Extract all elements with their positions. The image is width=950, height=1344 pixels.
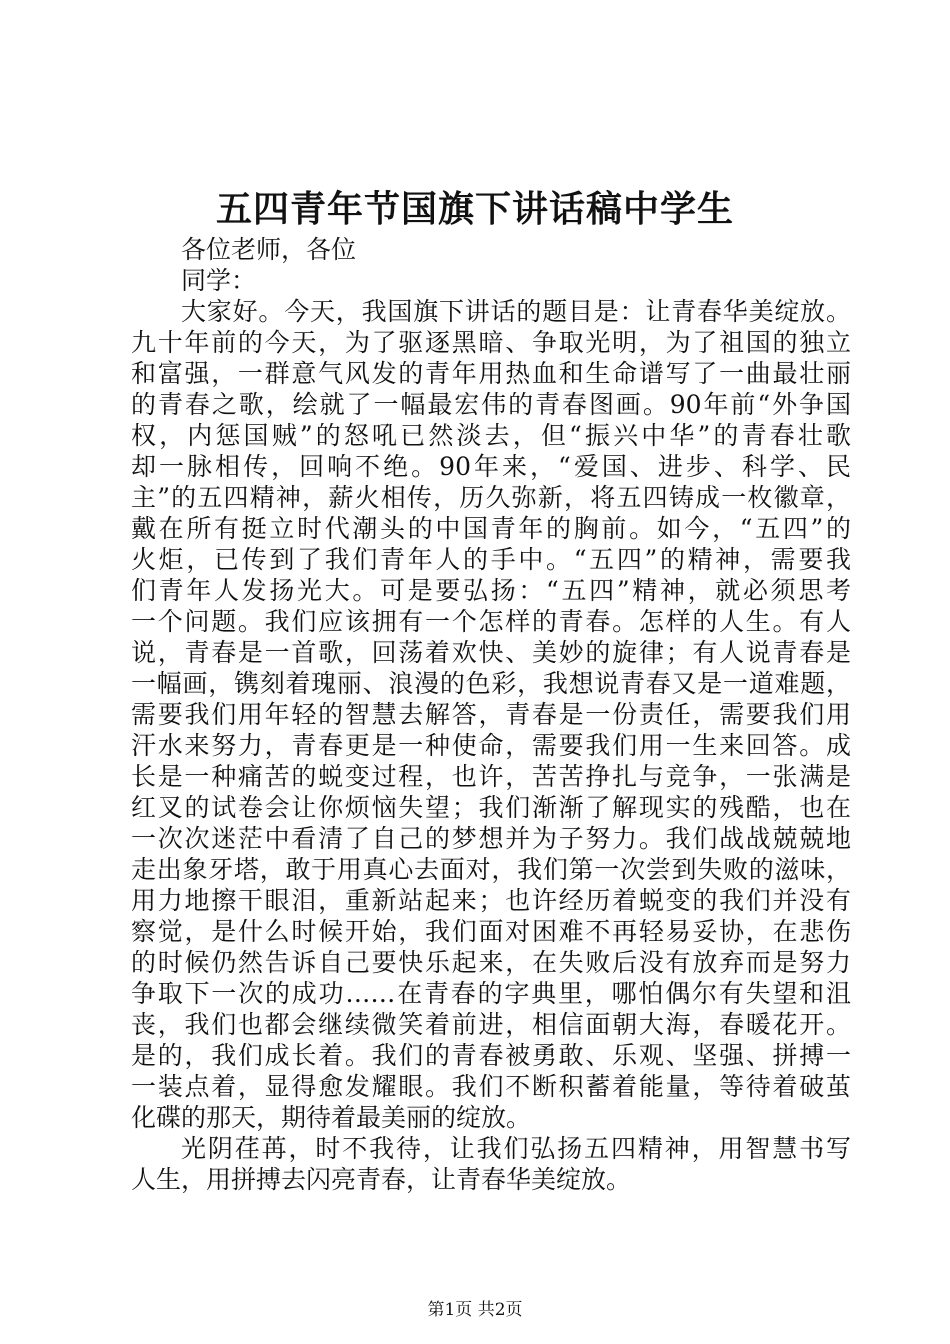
body-line: 丧，我们也都会继续微笑着前进，相信面朝大海，春暖花开。 xyxy=(131,1010,851,1039)
body-line: 长是一种痛苦的蜕变过程，也许，苦苦挣扎与竞争，一张满是 xyxy=(131,762,851,791)
body-line: 走出象牙塔，敢于用真心去面对，我们第一次尝到失败的滋味， xyxy=(131,855,851,884)
body-line: 却一脉相传，回响不绝。90年来，“爱国、进步、科学、民 xyxy=(131,452,851,481)
body-line: 是的，我们成长着。我们的青春被勇敢、乐观、坚强、拼搏一 xyxy=(131,1041,851,1070)
body-line: 说，青春是一首歌，回荡着欢快、美妙的旋律；有人说青春是 xyxy=(131,638,851,667)
body-line: 大家好。今天，我国旗下讲话的题目是：让青春华美绽放。 xyxy=(181,297,851,326)
page-footer: 第1页 共2页 xyxy=(427,1300,523,1320)
body-line: 火炬，已传到了我们青年人的手中。“五四”的精神，需要我 xyxy=(131,545,851,574)
body-line: 察觉，是什么时候开始，我们面对困难不再轻易妥协，在悲伤 xyxy=(131,917,851,946)
document-title: 五四青年节国旗下讲话稿中学生 xyxy=(215,188,734,230)
body-line: 一装点着，显得愈发耀眼。我们不断积蓄着能量，等待着破茧 xyxy=(131,1072,851,1101)
body-line: 用力地擦干眼泪，重新站起来；也许经历着蜕变的我们并没有 xyxy=(131,886,851,915)
body-line: 权，内惩国贼”的怒吼已然淡去，但“振兴中华”的青春壮歌 xyxy=(131,421,851,450)
body-line: 主”的五四精神，薪火相传，历久弥新，将五四铸成一枚徽章， xyxy=(131,483,851,512)
body-line: 的时候仍然告诉自己要快乐起来，在失败后没有放弃而是努力 xyxy=(131,948,851,977)
body-line: 戴在所有挺立时代潮头的中国青年的胸前。如今，“五四”的 xyxy=(131,514,851,543)
body-line: 一幅画，镌刻着瑰丽、浪漫的色彩，我想说青春又是一道难题， xyxy=(131,669,851,698)
body-line: 们青年人发扬光大。可是要弘扬：“五四”精神，就必须思考 xyxy=(131,576,851,605)
body-line: 和富强，一群意气风发的青年用热血和生命谱写了一曲最壮丽 xyxy=(131,359,851,388)
body-line: 同学： xyxy=(181,266,257,295)
body-line: 一次次迷茫中看清了自己的梦想并为子努力。我们战战兢兢地 xyxy=(131,824,851,853)
body-line: 化碟的那天，期待着最美丽的绽放。 xyxy=(131,1103,532,1132)
body-line: 九十年前的今天，为了驱逐黑暗、争取光明，为了祖国的独立 xyxy=(131,328,851,357)
body-line: 的青春之歌，绘就了一幅最宏伟的青春图画。90年前“外争国 xyxy=(131,390,851,419)
body-line: 需要我们用年轻的智慧去解答，青春是一份责任，需要我们用 xyxy=(131,700,851,729)
body-line: 一个问题。我们应该拥有一个怎样的青春。怎样的人生。有人 xyxy=(131,607,851,636)
document-body xyxy=(131,234,851,1195)
body-line: 人生，用拼搏去闪亮青春，让青春华美绽放。 xyxy=(131,1165,632,1194)
body-line: 红叉的试卷会让你烦恼失望；我们渐渐了解现实的残酷，也在 xyxy=(131,793,851,822)
body-line: 争取下一次的成功……在青春的字典里，哪怕偶尔有失望和沮 xyxy=(131,979,851,1008)
body-line: 光阴荏苒，时不我待，让我们弘扬五四精神，用智慧书写 xyxy=(181,1134,851,1163)
body-line: 汗水来努力，青春更是一种使命，需要我们用一生来回答。成 xyxy=(131,731,851,760)
body-line: 各位老师，各位 xyxy=(181,235,357,264)
